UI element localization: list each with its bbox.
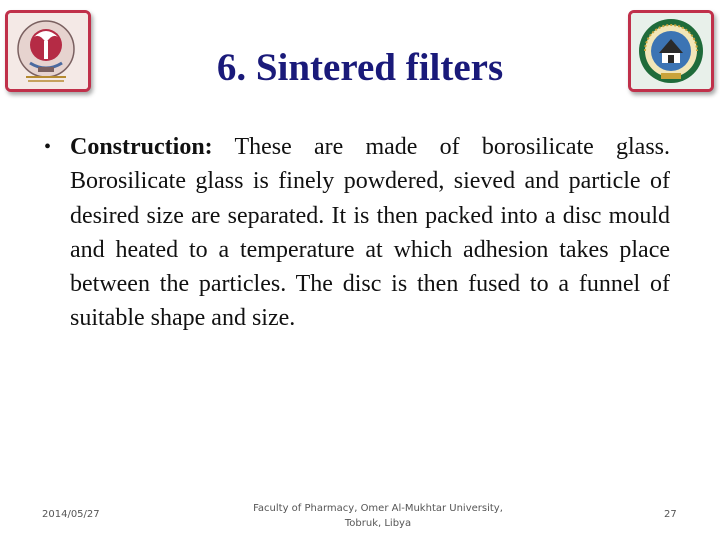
right-logo: [628, 10, 714, 92]
footer-date: 2014/05/27: [42, 509, 100, 520]
footer-institution: [240, 501, 516, 531]
left-logo: [5, 10, 91, 92]
bullet-dot-icon: •: [44, 136, 52, 158]
bullet-text: These are made of borosilicate glass. Borosilicate glass is finely powdered, sieved and particle of desired size are separated. It is then packed into a disc mould and heated to a temperature at which adhesion takes place between the particles. The disc is then fused to a funnel of suitable shape and size.: [70, 134, 670, 332]
bullet-term: Construction:: [70, 134, 213, 160]
slide-body: [44, 130, 670, 336]
footer-institution-line1: Faculty of Pharmacy, Omer Al-Mukhtar University,: [253, 503, 503, 514]
university-emblem-right-icon: [631, 13, 711, 89]
university-emblem-left-icon: [8, 13, 88, 89]
slide-title: 6. Sintered filters: [216, 46, 504, 89]
footer-institution-line2: Tobruk, Libya: [344, 518, 412, 529]
bullet-content: [70, 130, 670, 336]
footer-page-number: 27: [664, 509, 677, 520]
bullet-item: [44, 130, 670, 336]
